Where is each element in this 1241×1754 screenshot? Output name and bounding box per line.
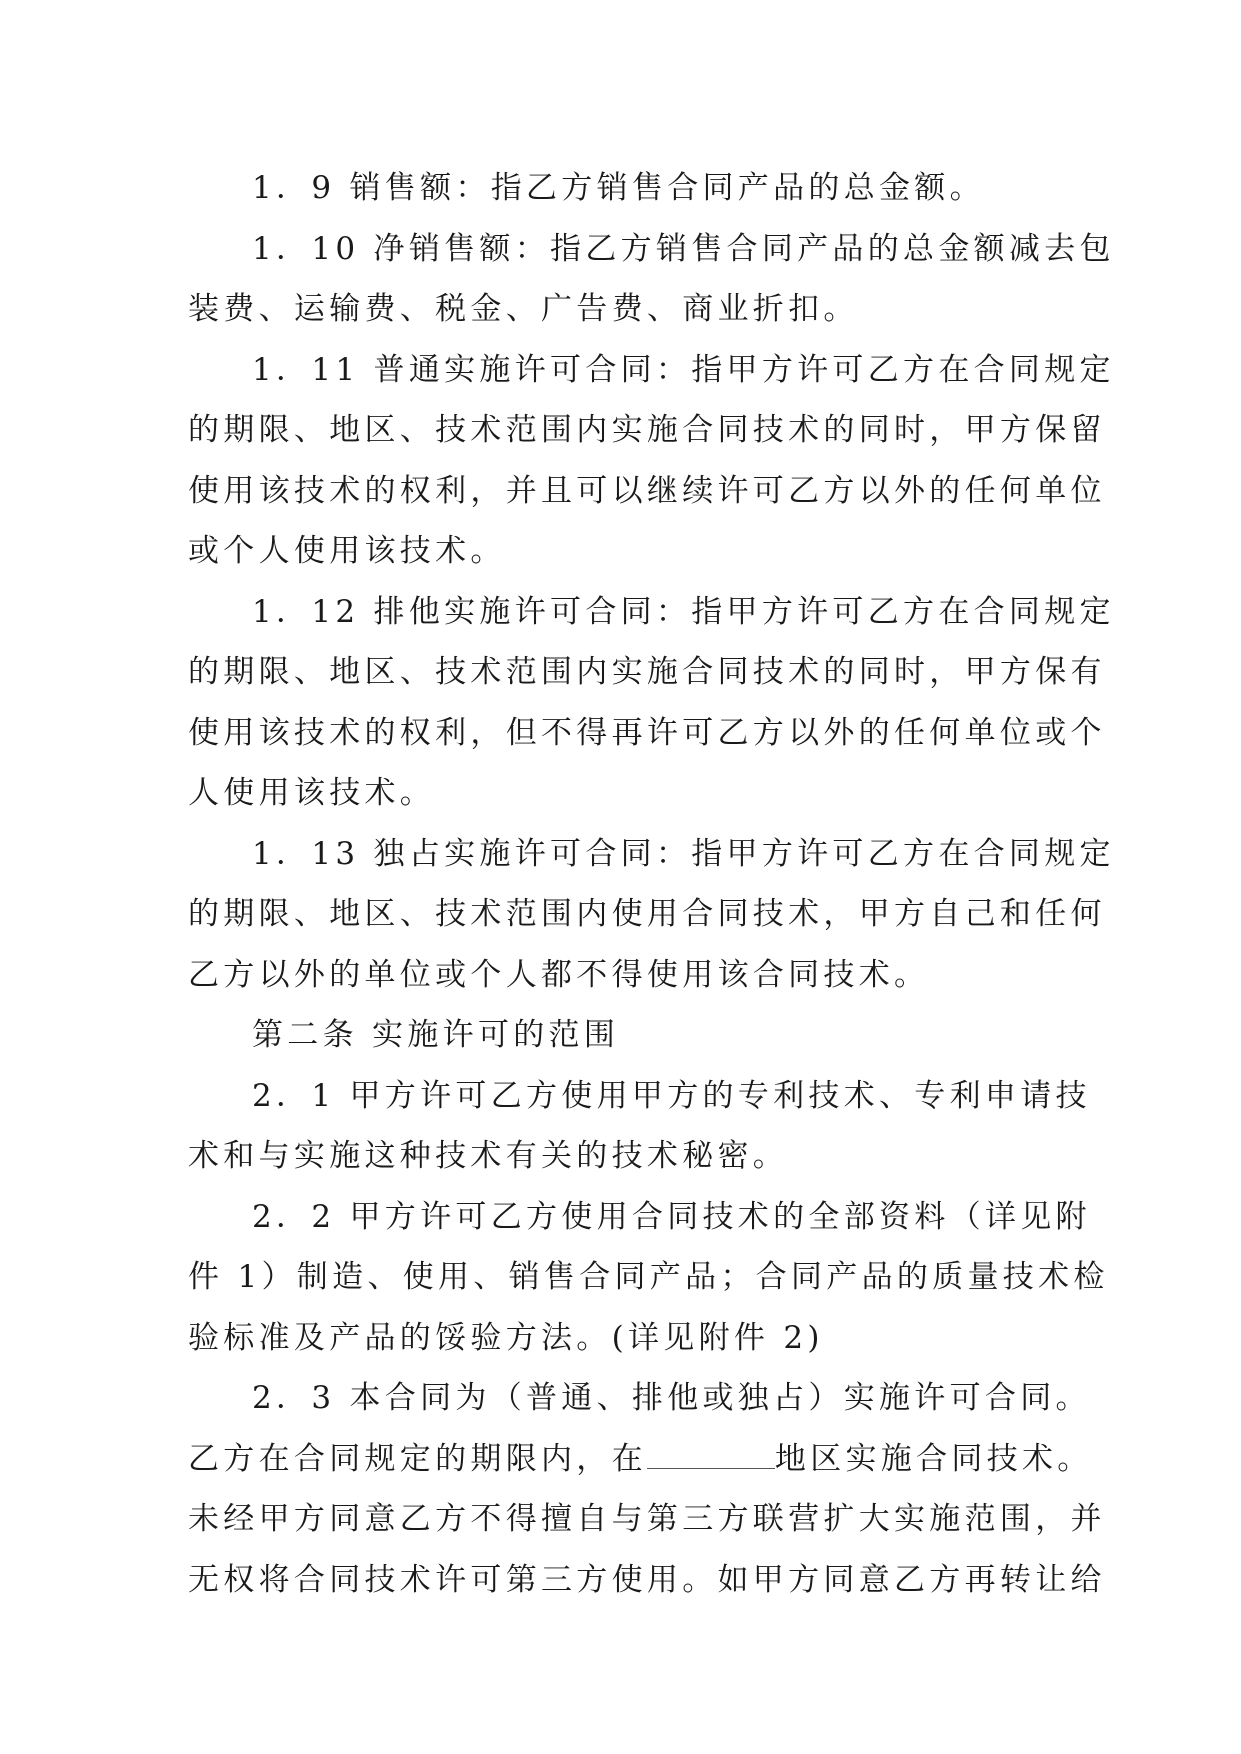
paragraph-line: 的期限、地区、技术范围内实施合同技术的同时，甲方保有 bbox=[188, 654, 1106, 690]
section-heading: 第二条 实施许可的范围 bbox=[252, 1017, 620, 1053]
paragraph-line: 的期限、地区、技术范围内使用合同技术，甲方自己和任何 bbox=[188, 896, 1106, 932]
paragraph-line: 验标准及产品的馁验方法。(详见附件 2) bbox=[188, 1319, 824, 1356]
paragraph-line: 2．2 甲方许可乙方使用合同技术的全部资料（详见附 bbox=[252, 1198, 1091, 1235]
paragraph-line bbox=[188, 1429, 1093, 1490]
line-text: 地区实施合同技术。 bbox=[774, 1440, 1093, 1477]
document-body bbox=[188, 158, 1115, 1610]
paragraph-line: 使用该技术的权利，但不得再许可乙方以外的任何单位或个 bbox=[188, 714, 1106, 751]
paragraph-line: 件 1）制造、使用、销售合同产品；合同产品的质量技术检 bbox=[188, 1259, 1109, 1295]
paragraph-line: 2．1 甲方许可乙方使用甲方的专利技术、专利申请技 bbox=[252, 1077, 1091, 1114]
paragraph-line: 1．10 净销售额：指乙方销售合同产品的总金额减去包 bbox=[252, 230, 1115, 267]
paragraph-line: 2．3 本合同为（普通、排他或独占）实施许可合同。 bbox=[252, 1380, 1091, 1416]
paragraph-line: 1．13 独占实施许可合同：指甲方许可乙方在合同规定 bbox=[252, 835, 1115, 872]
paragraph-line: 1．11 普通实施许可合同：指甲方许可乙方在合同规定 bbox=[252, 351, 1115, 388]
paragraph-line: 的期限、地区、技术范围内实施合同技术的同时，甲方保留 bbox=[188, 412, 1106, 448]
paragraph-line: 人使用该技术。 bbox=[188, 775, 436, 811]
paragraph-line: 术和与实施这种技术有关的技术秘密。 bbox=[188, 1138, 789, 1174]
paragraph-line: 装费、运输费、税金、广告费、商业折扣。 bbox=[188, 291, 859, 327]
paragraph-line: 未经甲方同意乙方不得擅自与第三方联营扩大实施范围，并 bbox=[188, 1501, 1106, 1537]
fill-in-blank bbox=[647, 1438, 775, 1469]
paragraph-line: 或个人使用该技术。 bbox=[188, 533, 506, 569]
line-text: 乙方在合同规定的期限内，在 bbox=[188, 1440, 647, 1477]
paragraph-line: 乙方以外的单位或个人都不得使用该合同技术。 bbox=[188, 956, 930, 993]
paragraph-line: 无权将合同技术许可第三方使用。如甲方同意乙方再转让给 bbox=[188, 1561, 1106, 1598]
paragraph-line: 使用该技术的权利，并且可以继续许可乙方以外的任何单位 bbox=[188, 472, 1106, 509]
paragraph-line: 1．9 销售额：指乙方销售合同产品的总金额。 bbox=[252, 170, 985, 206]
paragraph-line: 1．12 排他实施许可合同：指甲方许可乙方在合同规定 bbox=[252, 593, 1115, 630]
